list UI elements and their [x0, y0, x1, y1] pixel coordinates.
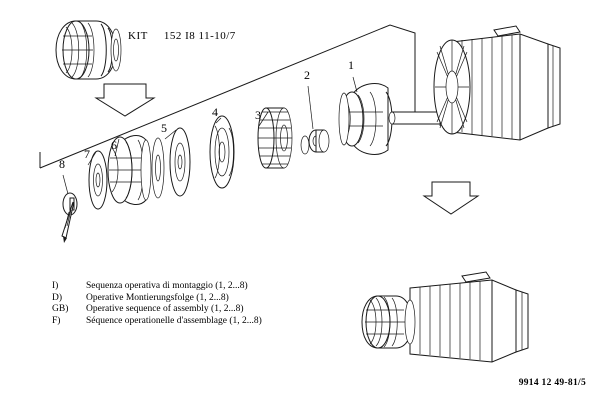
arrow-down-left-icon	[96, 84, 154, 116]
callout-6: 6	[111, 138, 117, 152]
legend-row	[52, 304, 262, 316]
arrow-down-right-icon	[424, 182, 478, 214]
legend-block	[52, 281, 262, 327]
assembled-unit-bottom-right	[362, 272, 528, 362]
part-5-ring	[152, 138, 164, 198]
callout-1: 1	[348, 58, 354, 72]
legend-lang: D)	[52, 292, 63, 303]
part-7-cover	[89, 151, 107, 209]
part-2-collar	[301, 130, 329, 154]
callout-2: 2	[304, 68, 310, 82]
part-5-disc	[170, 128, 190, 196]
legend-text: Sequenza operativa di montaggio (1, 2...8)	[86, 281, 248, 291]
kit-code: 152 I8 11-10/7	[163, 30, 236, 42]
callout-5: 5	[161, 121, 167, 135]
legend-lang: F)	[52, 315, 61, 326]
callout-3: 3	[255, 108, 261, 122]
legend-row	[52, 316, 262, 328]
callout-8: 8	[59, 157, 65, 171]
legend-row	[52, 293, 262, 305]
callout-7: 7	[84, 147, 90, 161]
legend-text: Operative Montierungsfolge (1, 2...8)	[86, 292, 229, 303]
legend-text: Séquence operationelle d'assemblage (1, 2...8)	[86, 315, 262, 326]
legend-text: Operative sequence of assembly (1, 2...8)	[86, 304, 244, 315]
legend-lang: GB)	[52, 304, 69, 315]
document-code: 9914 12 49-81/5	[518, 378, 586, 388]
assembled-unit-top-right	[434, 26, 560, 140]
legend-lang: I)	[52, 281, 59, 291]
part-8-bolt	[62, 193, 77, 243]
assembled-unit-top-left	[56, 21, 121, 79]
legend-row	[52, 281, 262, 293]
part-3-gear	[258, 108, 292, 168]
part-4-plate	[210, 116, 234, 188]
part-1-rotor	[339, 84, 448, 155]
kit-prefix: KIT	[128, 30, 148, 42]
kit-label	[128, 30, 236, 42]
callout-4: 4	[212, 105, 218, 119]
